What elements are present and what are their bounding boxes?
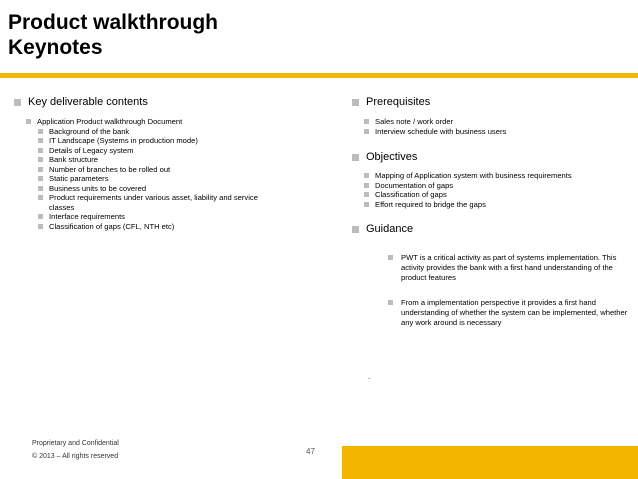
list-item: Interface requirements (38, 212, 278, 222)
square-bullet-icon (388, 255, 393, 260)
square-bullet-icon (352, 226, 359, 233)
square-bullet-icon (38, 167, 43, 172)
list-item: Classification of gaps (CFL, NTH etc) (38, 222, 278, 232)
list-item: Bank structure (38, 155, 278, 165)
list-item: Product requirements under various asset, liability and service classes (38, 193, 278, 212)
square-bullet-icon (364, 202, 369, 207)
objectives-heading: Objectives (352, 150, 632, 164)
square-bullet-icon (38, 129, 43, 134)
square-bullet-icon (38, 214, 43, 219)
square-bullet-icon (38, 186, 43, 191)
square-bullet-icon (38, 157, 43, 162)
square-bullet-icon (14, 99, 21, 106)
list-item: Effort required to bridge the gaps (364, 200, 632, 210)
square-bullet-icon (364, 192, 369, 197)
footer-confidential: Proprietary and Confidential (32, 440, 119, 447)
slide-title (8, 10, 218, 60)
prerequisites-heading: Prerequisites (352, 95, 632, 109)
title-line-1: Product walkthrough (8, 11, 218, 34)
deliverables-list (38, 127, 278, 232)
square-bullet-icon (38, 148, 43, 153)
list-item: Interview schedule with business users (364, 127, 632, 137)
square-bullet-icon (38, 176, 43, 181)
guidance-heading: Guidance (352, 222, 632, 236)
square-bullet-icon (26, 119, 31, 124)
page-number: 47 (306, 447, 315, 456)
list-item: Mapping of Application system with business requirements (364, 171, 632, 181)
prerequisites-list (364, 117, 632, 136)
section-item (26, 117, 314, 127)
list-item: Classification of gaps (364, 190, 632, 200)
list-item: IT Landscape (Systems in production mode) (38, 136, 278, 146)
guidance-paragraph: From a implementation perspective it provides a first hand understanding of whether the system can be implemented, whether any work around is necessary (388, 298, 630, 328)
title-line-2: Keynotes (8, 36, 103, 59)
list-item: Background of the bank (38, 127, 278, 137)
section-text: Application Product walkthrough Document (37, 117, 183, 126)
square-bullet-icon (364, 119, 369, 124)
list-item: Number of branches to be rolled out (38, 165, 278, 175)
square-bullet-icon (388, 300, 393, 305)
list-item: Business units to be covered (38, 184, 278, 194)
objectives-section (352, 150, 632, 209)
guidance-section (352, 222, 632, 328)
objectives-list (364, 171, 632, 209)
left-column (14, 95, 314, 231)
guidance-paragraph: PWT is a critical activity as part of systems implementation. This activity provides the bank with a first hand understanding of the product features (388, 253, 630, 283)
square-bullet-icon (364, 129, 369, 134)
prerequisites-section (352, 95, 632, 136)
title-underline (0, 73, 638, 78)
list-item: Sales note / work order (364, 117, 632, 127)
stray-dot: . (368, 372, 371, 381)
list-item: Static parameters (38, 174, 278, 184)
square-bullet-icon (38, 224, 43, 229)
heading-text: Key deliverable contents (28, 96, 148, 108)
square-bullet-icon (38, 138, 43, 143)
square-bullet-icon (352, 154, 359, 161)
square-bullet-icon (38, 195, 43, 200)
list-item: Details of Legacy system (38, 146, 278, 156)
square-bullet-icon (364, 183, 369, 188)
footer-accent-bar (342, 446, 638, 479)
list-item: Documentation of gaps (364, 181, 632, 191)
key-deliverables-heading (14, 95, 314, 109)
footer-copyright: © 2013 – All rights reserved (32, 453, 119, 460)
square-bullet-icon (352, 99, 359, 106)
square-bullet-icon (364, 173, 369, 178)
